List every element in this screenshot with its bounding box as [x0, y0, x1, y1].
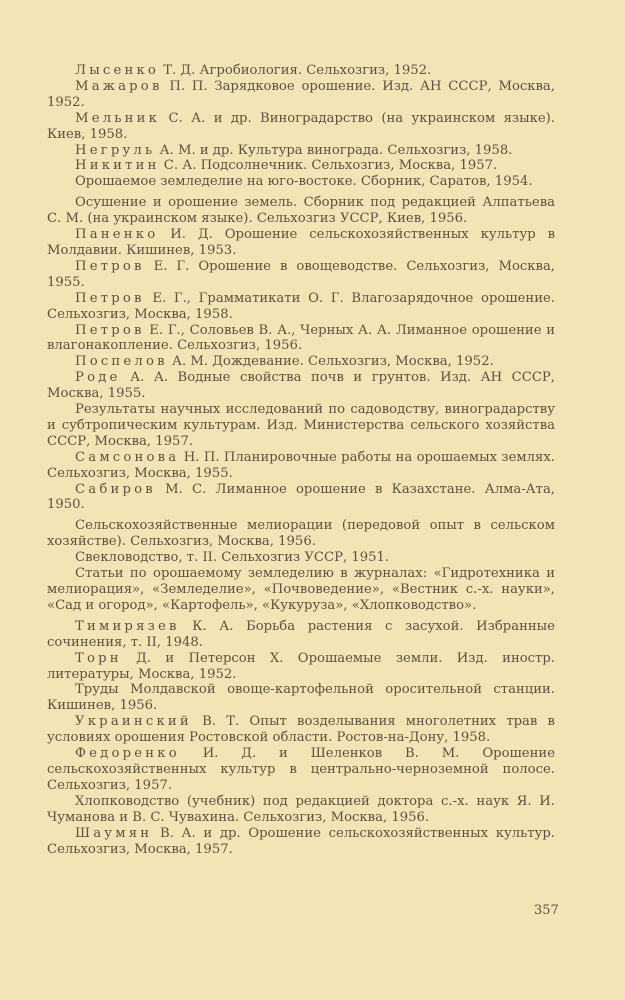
bibliography-list — [47, 63, 555, 857]
entry-author: Негруль — [75, 142, 156, 158]
bibliography-entry — [47, 111, 555, 143]
entry-author: Петров — [75, 322, 145, 338]
entry-text: Свекловодство, т. II. Сельхозгиз УССР, 1951. — [75, 550, 390, 566]
entry-author: Самсонова — [75, 449, 180, 465]
bibliography-entry — [47, 323, 555, 355]
entry-text: Орошаемое земледелие на юго-востоке. Сборник, Саратов, 1954. — [75, 174, 533, 190]
bibliography-entry — [47, 402, 555, 450]
entry-author: Роде — [75, 370, 121, 386]
entry-author: Сабиров — [75, 481, 156, 497]
entry-text: С. А. Подсолнечник. Сельхозгиз, Москва, 1957. — [159, 158, 498, 174]
entry-text: В. Т. Опыт возделывания многолетних трав в условиях орошения Ростовской области. Ростов-на-Дону, 1958. — [47, 714, 555, 746]
entry-text: Д. и Петерсон Х. Орошаемые земли. Изд. иностр. литературы, Москва, 1952. — [47, 650, 555, 682]
entry-text: Е. Г. Орошение в овощеводстве. Сельхозгиз, Москва, 1955. — [47, 258, 555, 290]
entry-text: А. А. Водные свойства почв и грунтов. Изд. АН СССР, Москва, 1955. — [47, 370, 555, 402]
bibliography-entry — [47, 651, 555, 683]
bibliography-entry — [47, 518, 555, 550]
entry-text: В. А. и др. Орошение сельскохозяйственных культур. Сельхозгиз, Москва, 1957. — [47, 825, 555, 857]
bibliography-entry — [47, 482, 555, 514]
entry-text: Е. Г., Грамматикати О. Г. Влагозарядочное орошение. Сельхозгиз, Москва, 1958. — [47, 290, 555, 322]
entry-text: И. Д. и Шеленков В. М. Орошение сельскохозяйственных культур в центрально-черноземной полосе. Сельхозгиз, 1957. — [47, 746, 555, 793]
entry-author: Мельник — [75, 110, 161, 126]
entry-author: Лысенко — [75, 63, 160, 78]
entry-author: Паненко — [75, 227, 159, 243]
entry-text: М. С. Лиманное орошение в Казахстане. Алма-Ата, 1950. — [47, 481, 555, 513]
entry-author: Поспелов — [75, 354, 168, 370]
entry-text: Труды Молдавской овоще-картофельной оросительной станции. Кишинев, 1956. — [47, 682, 555, 714]
entry-text: Т. Д. Агробиология. Сельхозгиз, 1952. — [159, 63, 432, 78]
entry-author: Шаумян — [75, 825, 153, 841]
bibliography-entry — [47, 714, 555, 746]
entry-author: Петров — [75, 290, 145, 306]
entry-author: Тимирязев — [75, 618, 180, 634]
entry-text: Хлопководство (учебник) под редакцией доктора с.-х. наук Я. И. Чуманова и В. С. Чувахина. Сельхозгиз, Москва, 1956. — [47, 793, 555, 825]
entry-text: И. Д. Орошение сельскохозяйственных культур в Молдавии. Кишинев, 1953. — [47, 227, 555, 258]
entry-text: Н. П. Планировочные работы на орошаемых землях. Сельхозгиз, Москва, 1955. — [47, 449, 555, 481]
entry-text: А. М. Дождевание. Сельхозгиз, Москва, 1952. — [167, 354, 494, 370]
bibliography-entry — [47, 826, 555, 858]
bibliography-entry — [47, 79, 555, 111]
entry-author: Мажаров — [75, 78, 163, 94]
bibliography-entry — [47, 195, 555, 227]
bibliography-entry — [47, 158, 555, 174]
entry-text: Сельскохозяйственные мелиорации (передовой опыт в сельском хозяйстве). Сельхозгиз, Москва, 1956. — [47, 518, 555, 550]
bibliography-entry — [47, 794, 555, 826]
entry-author: Никитин — [75, 158, 160, 174]
entry-author: Украинский — [75, 714, 192, 730]
bibliography-entry — [47, 370, 555, 402]
entry-text: Результаты научных исследований по садоводству, виноградарству и субтропическим культурам. Изд. Министерства сельского хозяйства СССР, Москва, 1957. — [47, 402, 555, 449]
bibliography-entry — [47, 291, 555, 323]
bibliography-entry — [47, 174, 555, 190]
entry-text: А. М. и др. Культура винограда. Сельхозгиз, 1958. — [155, 142, 513, 158]
bibliography-entry — [47, 354, 555, 370]
entry-text: П. П. Зарядковое орошение. Изд. АН СССР, Москва, 1952. — [47, 78, 555, 110]
bibliography-entry — [47, 450, 555, 482]
bibliography-entry — [47, 550, 555, 566]
entry-text: Статьи по орошаемому земледелию в журналах: «Гидротехника и мелиорация», «Земледелие», «Почвоведение», «Вестник с.-х. науки», «Сад и огород», «Картофель», «Кукуруза», «Хлопководство». — [47, 566, 555, 613]
bibliography-entry — [47, 566, 555, 614]
entry-text: Осушение и орошение земель. Сборник под редакцией Алпатьева С. М. (на украинском языке). Сельхозгиз УССР, Киев, 1956. — [47, 195, 555, 227]
bibliography-entry — [47, 682, 555, 714]
entry-text: С. А. и др. Виноградарство (на украинском языке). Киев, 1958. — [47, 110, 555, 142]
bibliography-entry — [47, 746, 555, 794]
bibliography-entry — [47, 143, 555, 159]
bibliography-entry — [47, 259, 555, 291]
page-number: 357 — [534, 903, 559, 918]
entry-author: Торн — [75, 650, 122, 666]
entry-text: К. А. Борьба растения с засухой. Избранные сочинения, т. II, 1948. — [47, 618, 555, 650]
entry-text: Е. Г., Соловьев В. А., Черных А. А. Лиманное орошение и влагонакопление. Сельхозгиз, 1956. — [47, 322, 555, 354]
bibliography-entry — [47, 227, 555, 259]
bibliography-entry — [47, 619, 555, 651]
entry-author: Петров — [75, 258, 145, 274]
entry-author: Федоренко — [75, 746, 180, 762]
bibliography-entry — [47, 63, 555, 79]
